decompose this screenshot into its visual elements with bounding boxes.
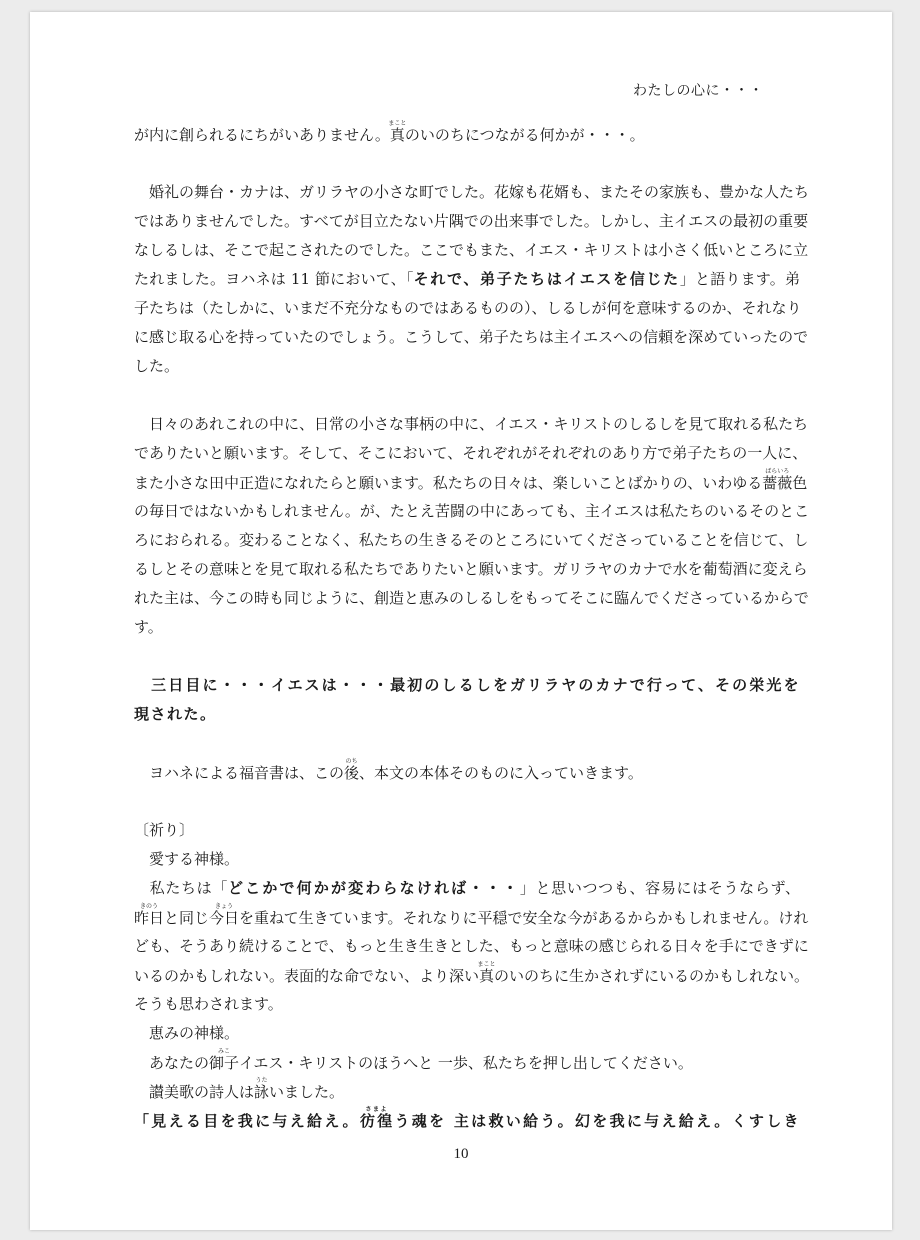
text-line: に感じ取る心を持っていたのでしょう。こうして、弟子たちは主イエスへの信頼を深めていったので xyxy=(134,328,809,346)
document-page xyxy=(30,12,892,1230)
ruby-reading: うた xyxy=(254,1077,270,1084)
page-number: 10 xyxy=(453,1146,469,1162)
text-line: の毎日ではないかもしれません。が、たとえ苦闘の中にあっても、主イエスは私たちのいるそのとこ xyxy=(134,502,810,520)
ruby-reading: きょう xyxy=(209,903,240,910)
ruby-word xyxy=(388,120,407,144)
text-segment: のいのちに生かされずにいるのかもしれない。 xyxy=(494,967,810,985)
text-segment: いるのかもしれない。表面的な命でない、より深い xyxy=(134,967,480,985)
prayer-heading: 〔祈り〕 xyxy=(134,821,195,839)
ruby-word xyxy=(209,1048,240,1072)
text-line: 日々のあれこれの中に、日常の小さな事柄の中に、イエス・キリストのしるしを見て取れる私たち xyxy=(134,415,809,433)
text-line xyxy=(134,120,800,149)
text-segment: 「見える目を我に与え給え。 xyxy=(134,1112,360,1130)
ruby-word xyxy=(477,961,496,985)
ruby-word xyxy=(762,468,793,492)
text-segment: を重ねて生きています。それなりに平穏で安全な今があるからかもしれません。けれ xyxy=(239,909,809,927)
text-segment: 」と語ります。弟 xyxy=(679,270,800,288)
text-line: す。 xyxy=(134,618,163,636)
ruby-reading: さまよ xyxy=(359,1106,394,1113)
text-line: 恵みの神様。 xyxy=(134,1024,240,1042)
ruby-word xyxy=(209,903,240,927)
text-segment: のいのちにつながる何かが・・・。 xyxy=(404,126,645,144)
text-segment: また小さな田中正造になれたらと願います。私たちの日々は、楽しいことばかりの、いわゆる xyxy=(134,474,763,492)
text-line: なしるしは、そこで起こされたのでした。ここでもまた、イエス・キリストは小さく低いところに立 xyxy=(134,241,809,259)
ruby-reading: のち xyxy=(344,758,360,765)
ruby-base: 昨日 xyxy=(134,909,165,927)
text-line xyxy=(134,874,800,903)
text-segment: イエス・キリストのほうへと 一歩、私たちを押し出してください。 xyxy=(239,1054,693,1072)
ruby-base: 詠 xyxy=(254,1083,270,1101)
text-segment: いました。 xyxy=(269,1083,345,1101)
text-line xyxy=(134,961,810,990)
text-line: ども、そうあり続けることで、もっと生き生きとした、もっと意味の感じられる日々を手にできずに xyxy=(134,937,809,955)
bible-quote-line: 現された。 xyxy=(134,705,217,723)
ruby-base: 薔薇 xyxy=(762,474,793,492)
text-line: 愛する神様。 xyxy=(134,850,240,868)
text-segment: 讃美歌の詩人は xyxy=(134,1083,255,1101)
body-text xyxy=(134,120,810,1135)
ruby-reading: きのう xyxy=(134,903,165,910)
text-segment: 、本文の本体そのものに入っていきます。 xyxy=(359,764,643,782)
text-line: 婚礼の舞台・カナは、ガリラヤの小さな町でした。花嫁も花婿も、またその家族も、豊かな人たち xyxy=(134,183,810,201)
text-segment: 私たちは「 xyxy=(134,879,228,897)
text-line xyxy=(134,1077,800,1106)
text-segment: が内に創られるにちがいありません。 xyxy=(134,126,390,144)
text-line xyxy=(134,468,808,497)
text-segment: ヨハネによる福音書は、この xyxy=(134,764,345,782)
ruby-base: 真 xyxy=(477,967,496,985)
bible-quote-inline: それで、弟子たちはイエスを信じた xyxy=(413,270,680,288)
text-line: れた主は、今この時も同じように、創造と恵みのしるしをもってそこに臨んでくださっているからで xyxy=(134,589,809,607)
text-line: でありたいと願います。そして、そこにおいて、それぞれがそれぞれのあり方で弟子たちの一人に、 xyxy=(134,444,808,462)
text-line xyxy=(134,1048,800,1077)
text-line: ではありませんでした。すべてが目立たない片隅での出来事でした。しかし、主イエスの最初の重要 xyxy=(134,212,809,230)
text-segment: う魂を 主は救い給う。幻を我に与え給え。くすしき xyxy=(394,1112,800,1130)
text-segment: あなたの xyxy=(134,1054,210,1072)
ruby-reading: ばらいろ xyxy=(762,468,793,475)
ruby-word xyxy=(134,903,165,927)
text-line xyxy=(134,903,809,932)
text-segment: と同じ xyxy=(164,909,210,927)
text-line xyxy=(134,758,800,787)
emphasis-inline: どこかで何かが変わらなければ・・・ xyxy=(228,879,520,897)
ruby-base: 御子 xyxy=(209,1054,240,1072)
text-line xyxy=(134,265,800,294)
ruby-reading: まこと xyxy=(388,120,407,127)
bible-quote-line: 三日目に・・・イエスは・・・最初のしるしをガリラヤのカナで行って、その栄光を xyxy=(134,676,800,694)
text-line: るしとその意味とを見て取れる私たちでありたいと願います。ガリラヤのカナで水を葡萄酒に変えら xyxy=(134,560,808,578)
ruby-base: 彷徨 xyxy=(359,1112,395,1130)
ruby-base: 今日 xyxy=(209,909,240,927)
ruby-reading: まこと xyxy=(477,961,496,968)
ruby-word xyxy=(254,1077,270,1101)
text-segment: たれました。ヨハネは 11 節において、「 xyxy=(134,270,414,288)
text-segment: 」と思いつつも、容易にはそうならず、 xyxy=(519,879,800,897)
running-header: わたしの心に・・・ xyxy=(633,83,764,99)
ruby-base: 後 xyxy=(344,764,360,782)
ruby-word xyxy=(344,758,360,782)
text-line: 子たちは（たしかに、いまだ不充分なものではあるものの）、しるしが何を意味するのか、それなり xyxy=(134,299,802,317)
text-line: した。 xyxy=(134,357,180,375)
ruby-base: 真 xyxy=(388,126,407,144)
hymn-quote-line xyxy=(134,1106,800,1135)
ruby-reading: みこ xyxy=(209,1048,240,1055)
text-line: ろにおられる。変わることなく、私たちの生きるそのところにいてくださっていることを信じて、し xyxy=(134,531,809,549)
text-line: そうも思わされます。 xyxy=(134,995,283,1013)
ruby-word xyxy=(359,1106,395,1130)
text-segment: 色 xyxy=(792,474,808,492)
